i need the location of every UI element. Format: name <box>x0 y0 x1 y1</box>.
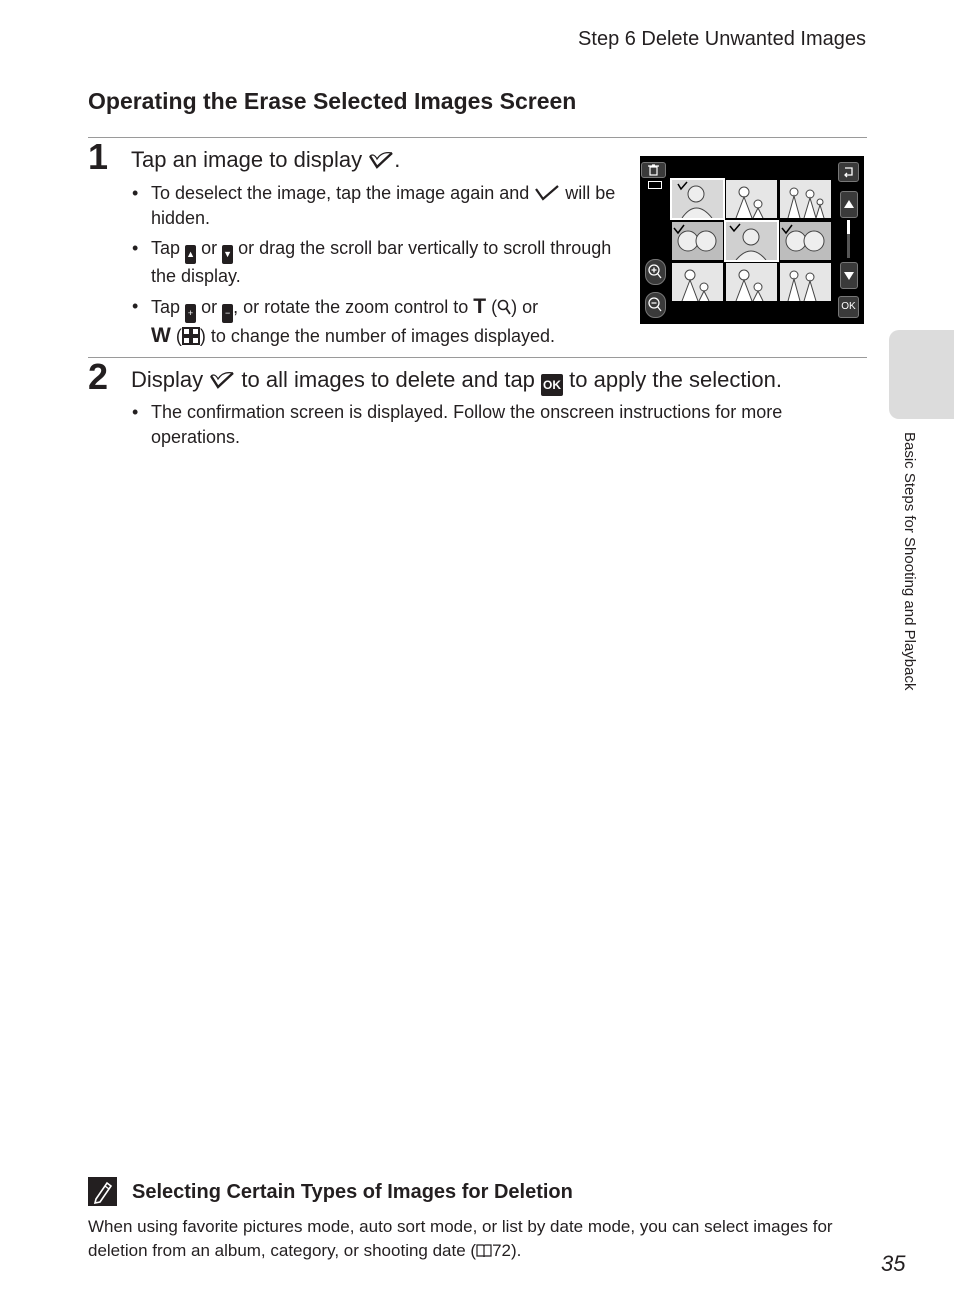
chapter-tab <box>889 330 954 419</box>
section-title: Operating the Erase Selected Images Screen <box>88 88 577 114</box>
check-mark-icon <box>534 185 560 201</box>
divider <box>88 357 867 358</box>
trash-icon <box>641 162 666 178</box>
zoom-in-icon[interactable] <box>645 259 666 285</box>
ok-button[interactable]: OK <box>838 296 859 318</box>
battery-icon <box>648 181 662 189</box>
list-item: • The confirmation screen is displayed. Follow the onscreen instructions for more operations. <box>131 400 831 450</box>
thumbnail-image[interactable] <box>672 222 723 260</box>
page-number: 35 <box>881 1251 906 1276</box>
return-icon[interactable] <box>838 162 859 182</box>
list-item: • Tap ▲ or ▼ or drag the scroll bar vertically to scroll through the display. <box>131 236 621 289</box>
book-reference-icon <box>476 1243 492 1258</box>
step-number-1: 1 <box>88 136 109 177</box>
thumbnail-image[interactable] <box>780 222 831 260</box>
running-header: Step 6 Delete Unwanted Images <box>578 28 866 50</box>
scroll-up-icon: ▲ <box>185 245 196 264</box>
thumbnail-image[interactable] <box>780 180 831 218</box>
list-item: • Tap + or − , or rotate the zoom control to T ( ) or W ( ) to change the number of images displayed. <box>131 294 621 349</box>
list-item: • To deselect the image, tap the image again and will be hidden. <box>131 181 621 231</box>
step-1-title: Tap an image to display . <box>131 147 401 172</box>
ok-icon: OK <box>541 374 563 396</box>
zoom-out-icon[interactable] <box>645 292 666 318</box>
zoom-out-icon: − <box>222 304 233 323</box>
step-2-title: Display to all images to delete and tap OK to apply the selection. <box>131 367 782 396</box>
scrollbar-thumb[interactable] <box>847 220 850 234</box>
divider <box>88 137 867 138</box>
zoom-in-icon: + <box>185 304 196 323</box>
thumbnail-image[interactable] <box>726 222 777 260</box>
scroll-down-icon[interactable] <box>840 262 858 289</box>
check-mark-icon <box>209 371 235 389</box>
step-number-2: 2 <box>88 356 109 397</box>
step-1-bullets <box>131 181 621 354</box>
magnify-icon <box>497 299 511 315</box>
note-body: When using favorite pictures mode, auto sort mode, or list by date mode, you can select images for deletion from an album, category, or shooting date ( 72). <box>88 1217 833 1260</box>
thumbnail-image[interactable] <box>726 263 777 301</box>
chapter-label: Basic Steps for Shooting and Playback <box>901 432 918 691</box>
scroll-down-icon: ▼ <box>222 245 233 264</box>
pencil-note-icon <box>88 1177 117 1206</box>
scrollbar-track[interactable] <box>847 220 850 258</box>
thumbnail-image[interactable] <box>780 263 831 301</box>
thumbnail-image[interactable] <box>672 263 723 301</box>
scroll-up-icon[interactable] <box>840 191 858 218</box>
note-title: Selecting Certain Types of Images for Deletion <box>132 1181 573 1203</box>
thumbnail-image[interactable] <box>672 180 723 218</box>
thumbnail-grid-icon <box>182 327 200 345</box>
check-mark-icon <box>368 151 394 169</box>
camera-screen-illustration <box>640 156 864 324</box>
step-2-bullets <box>131 400 831 455</box>
thumbnail-image[interactable] <box>726 180 777 218</box>
